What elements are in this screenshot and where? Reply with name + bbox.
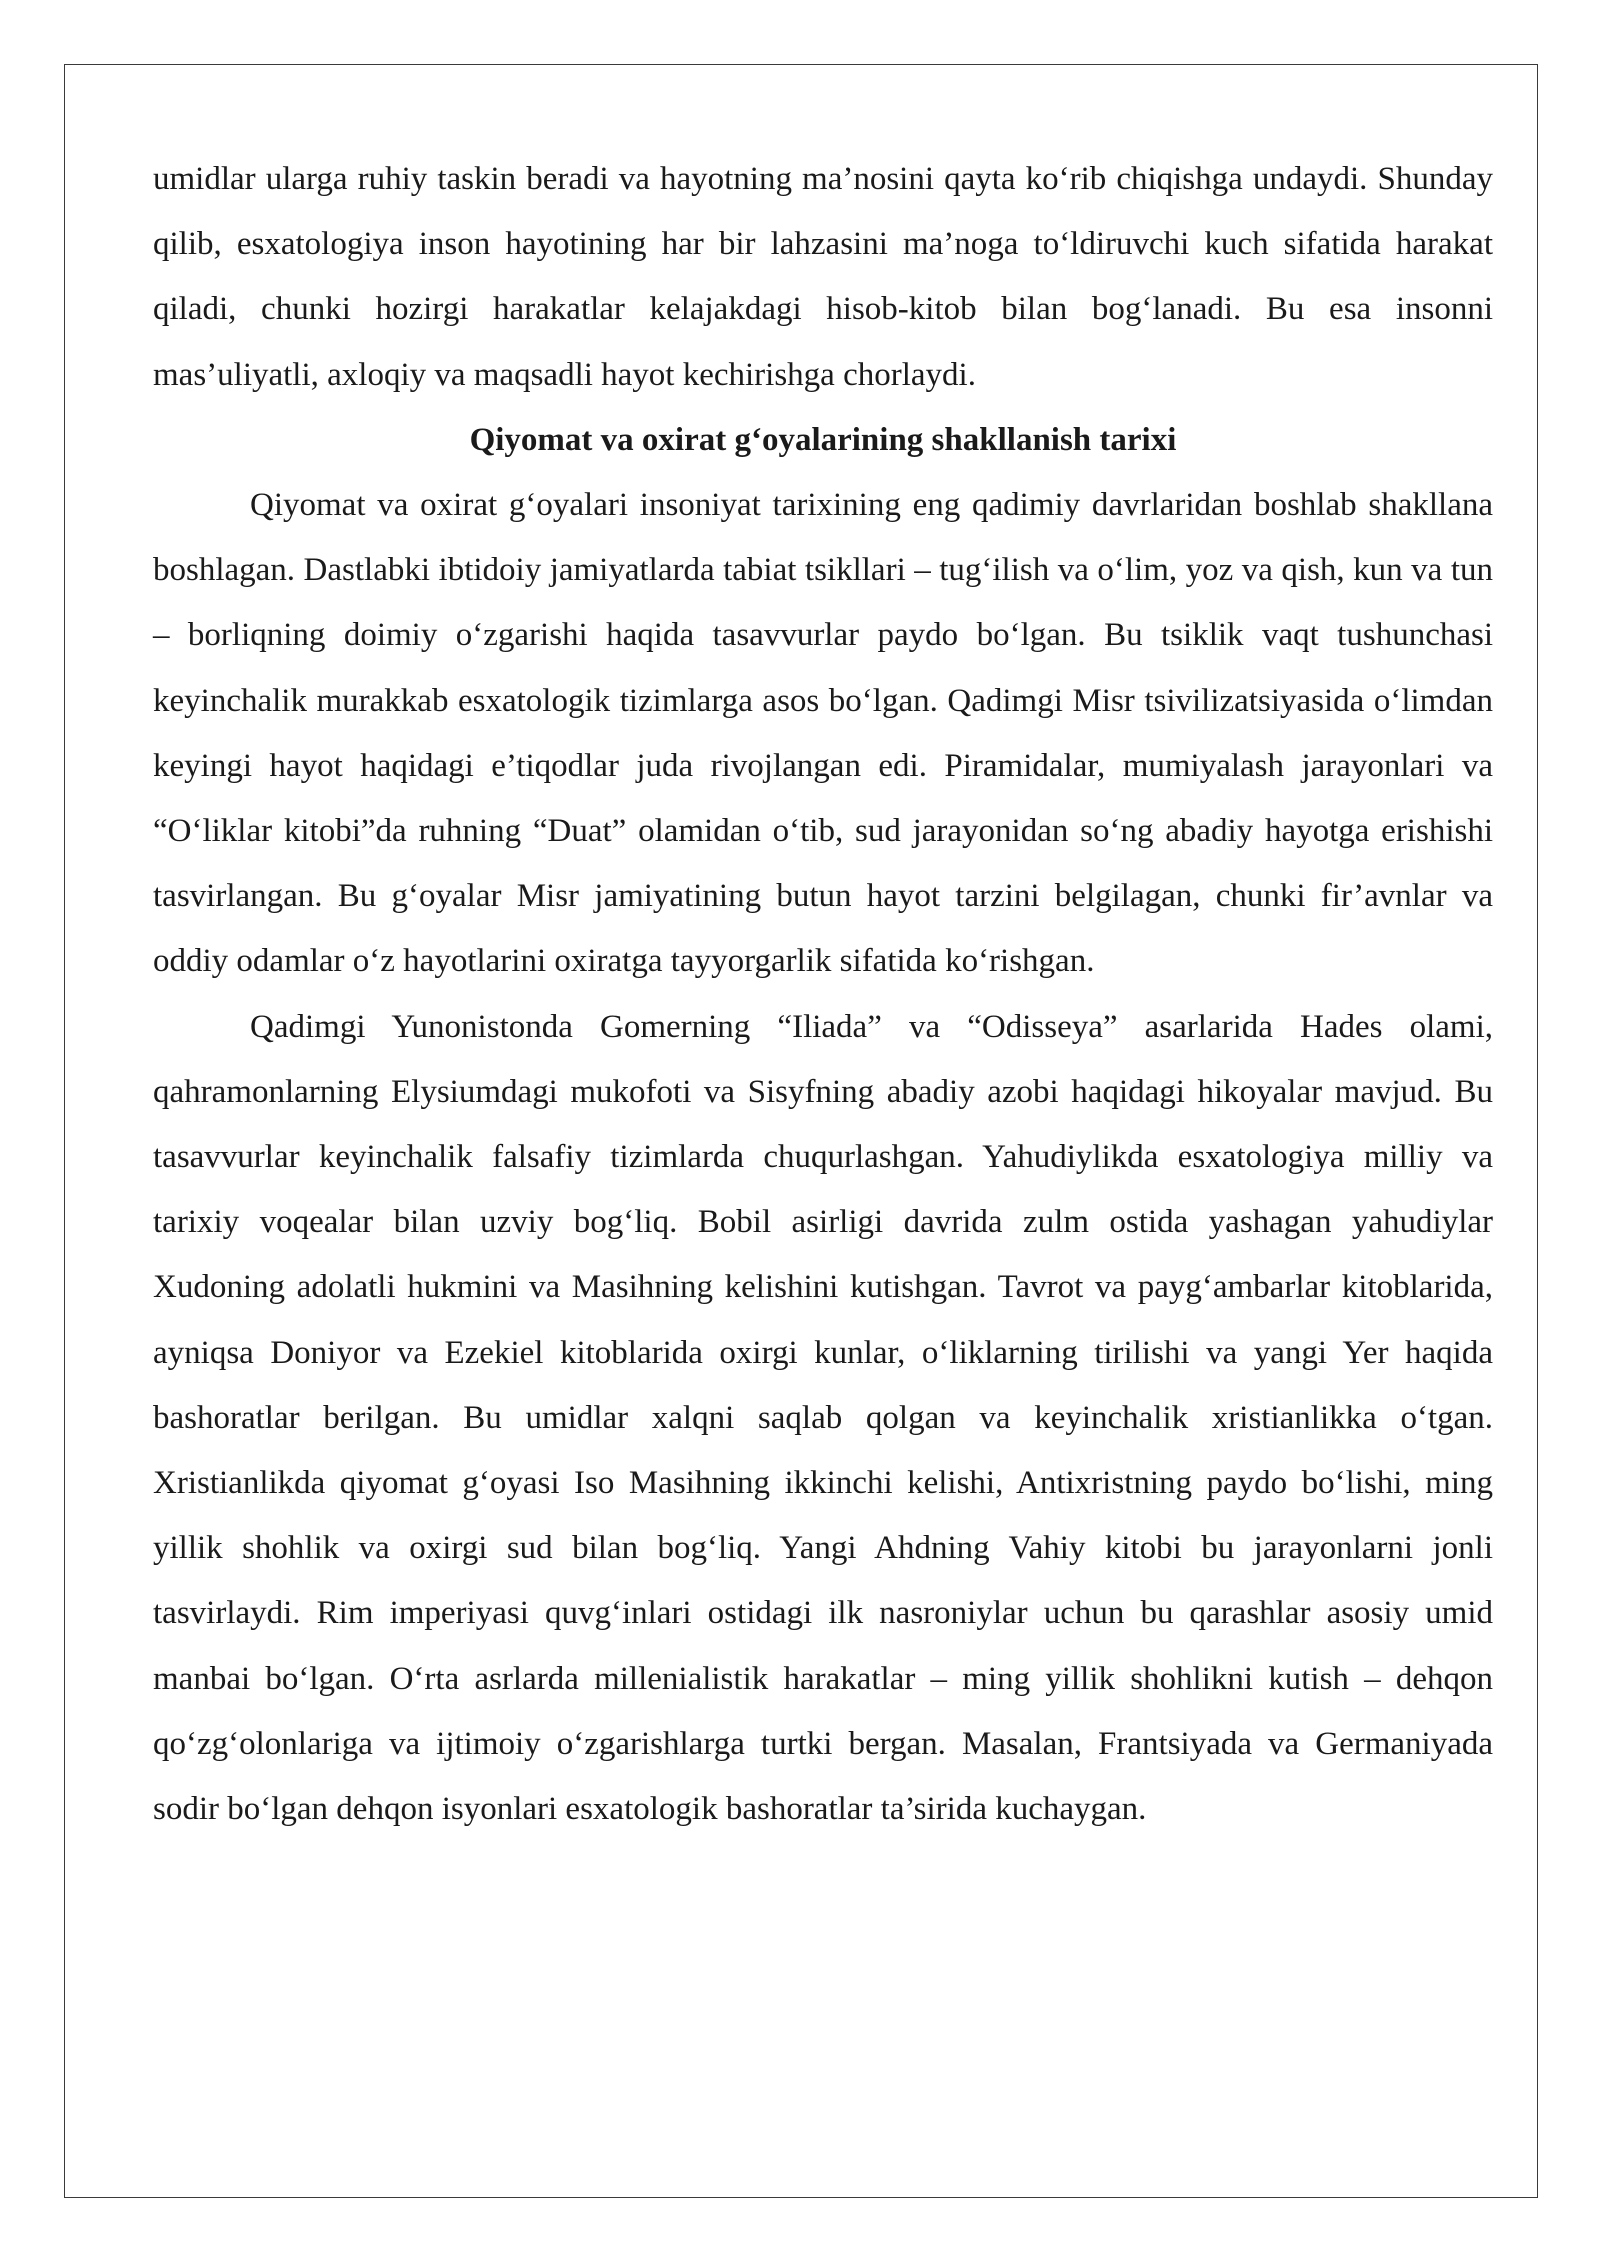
intro-paragraph: umidlar ularga ruhiy taskin beradi va hayotning ma’nosini qayta ko‘rib chiqishga undaydi. Shunday qilib, esxatologiya inson hayotining har bir lahzasini ma’noga to‘ldiruvchi kuch sifatida harakat qiladi, chunki hozirgi harakatlar kelajakdagi hisob-kitob bilan bog‘lanadi. Bu esa insonni mas’uliyatli, axloqiy va maqsadli hayot kechirishga chorlaydi.	[153, 161, 1493, 393]
section-heading: Qiyomat va oxirat g‘oyalarining shakllanish tarixi	[469, 421, 1177, 458]
document-body	[153, 147, 1493, 1842]
paragraph-1: Qiyomat va oxirat g‘oyalari insoniyat tarixining eng qadimiy davrlaridan boshlab shakllana boshlagan. Dastlabki ibtidoiy jamiyatlarda tabiat tsikllari – tug‘ilish va o‘lim, yoz va qish, kun va tun – borliqning doimiy o‘zgarishi haqida tasavvurlar paydo bo‘lgan. Bu tsiklik vaqt tushunchasi keyinchalik murakkab esxatologik tizimlarga asos bo‘lgan. Qadimgi Misr tsivilizatsiyasida o‘limdan keyingi hayot haqidagi e’tiqodlar juda rivojlangan edi. Piramidalar, mumiyalash jarayonlari va “O‘liklar kitobi”da ruhning “Duat” olamidan o‘tib, sud jarayonidan so‘ng abadiy hayotga erishishi tasvirlangan. Bu g‘oyalar Misr jamiyatining butun hayot tarzini belgilagan, chunki fir’avnlar va oddiy odamlar o‘z hayotlarini oxiratga tayyorgarlik sifatida ko‘rishgan.	[153, 487, 1493, 980]
paragraph-2: Qadimgi Yunonistonda Gomerning “Iliada” va “Odisseya” asarlarida Hades olami, qahramonlarning Elysiumdagi mukofoti va Sisyfning abadiy azobi haqidagi hikoyalar mavjud. Bu tasavvurlar keyinchalik falsafiy tizimlarda chuqurlashgan. Yahudiylikda esxatologiya milliy va tarixiy voqealar bilan uzviy bog‘liq. Bobil asirligi davrida zulm ostida yashagan yahudiylar Xudoning adolatli hukmini va Masihning kelishini kutishgan. Tavrot va payg‘ambarlar kitoblarida, ayniqsa Doniyor va Ezekiel kitoblarida oxirgi kunlar, o‘liklarning tirilishi va yangi Yer haqida bashoratlar berilgan. Bu umidlar xalqni saqlab qolgan va keyinchalik xristianlikka o‘tgan. Xristianlikda qiyomat g‘oyasi Iso Masihning ikkinchi kelishi, Antixristning paydo bo‘lishi, ming yillik shohlik va oxirgi sud bilan bog‘liq. Yangi Ahdning Vahiy kitobi bu jarayonlarni jonli tasvirlaydi. Rim imperiyasi quvg‘inlari ostidagi ilk nasroniylar uchun bu qarashlar asosiy umid manbai bo‘lgan. O‘rta asrlarda millenialistik harakatlar – ming yillik shohlikni kutish – dehqon qo‘zg‘olonlariga va ijtimoiy o‘zgarishlarga turtki bergan. Masalan, Frantsiyada va Germaniyada sodir bo‘lgan dehqon isyonlari esxatologik bashoratlar ta’sirida kuchaygan.	[153, 1008, 1493, 1828]
